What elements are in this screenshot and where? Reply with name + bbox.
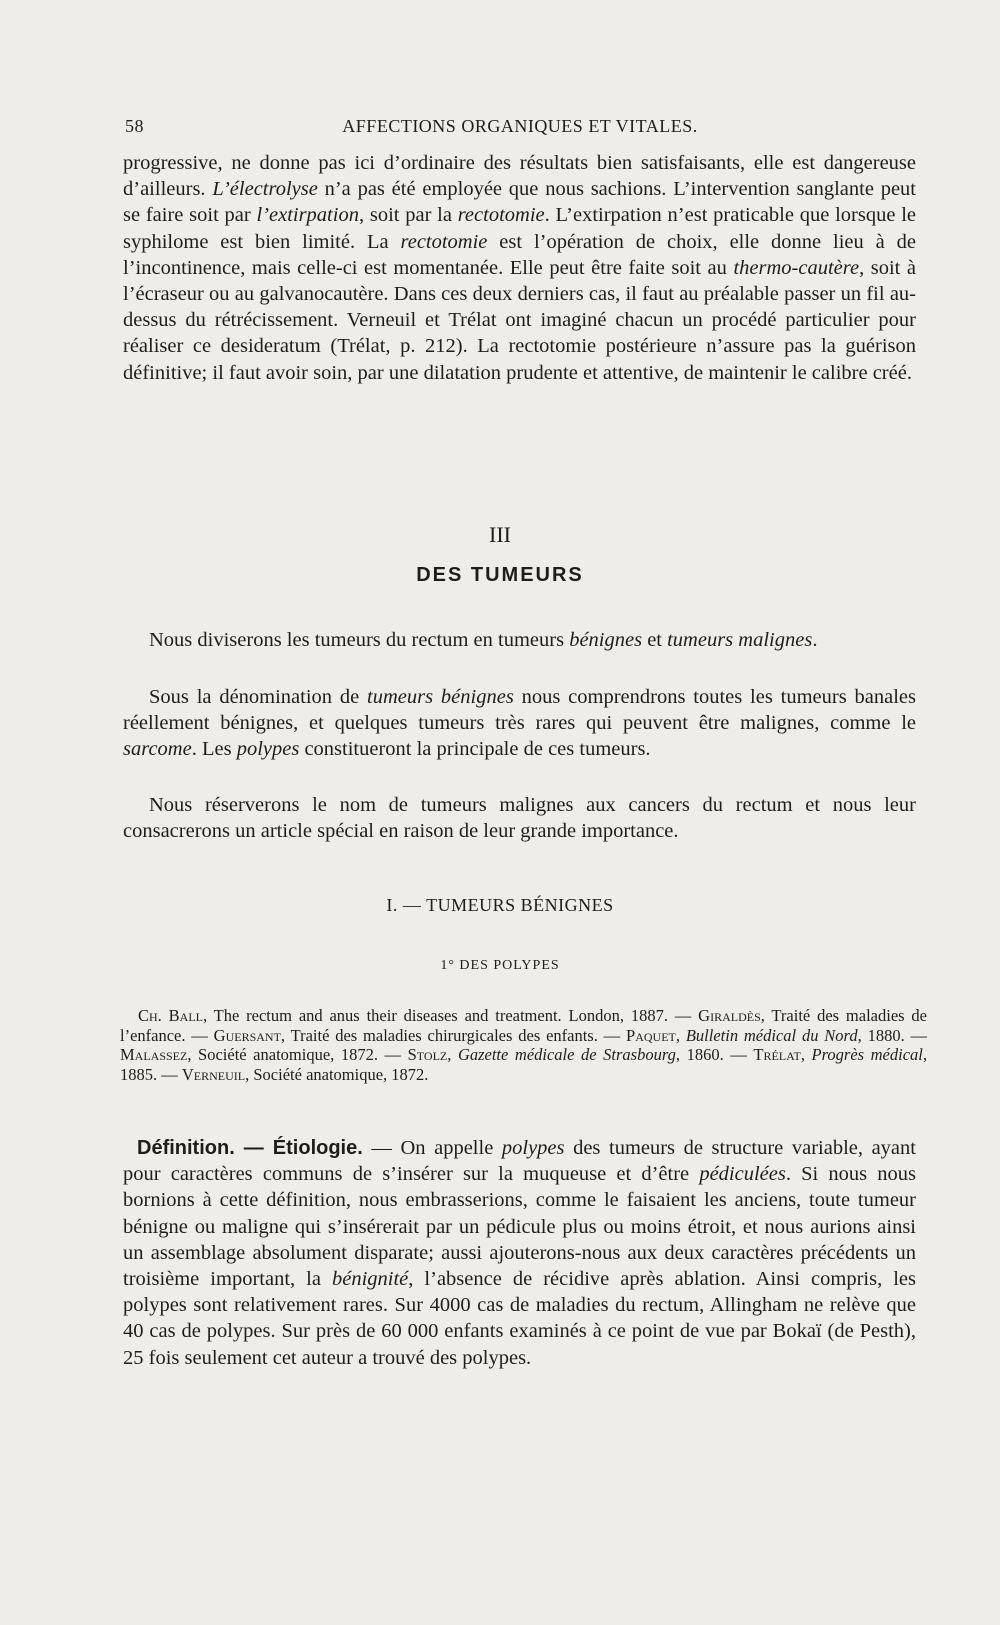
paragraph-malignant: Nous réserverons le nom de tumeurs malignes aux cancers du rectum et nous leur consacrerons un article spécial en raison de leur grande importance. xyxy=(123,794,916,843)
paragraph-benign: Sous la dénomination de tumeurs bénignes nous comprendrons toutes les tumeurs banales réellement bénignes, et quelques tumeurs très rares qui peuvent être malignes, comme le sarcome. Les polypes constitueront la principale de ces tumeurs. xyxy=(123,686,916,761)
paragraph-division: Nous diviserons les tumeurs du rectum en tumeurs bénignes et tumeurs malignes. xyxy=(149,629,818,651)
definition-paragraph: Définition. — Étiologie. — On appelle polypes des tumeurs de structure variable, ayant pour caractères communs de s’insérer sur la muqueuse et d’être pédiculées. Si nous nous bornions à cette définition, nous embrasserions, comme le faisaient les anciens, toute tumeur bénigne ou maligne qui s’insérerait par un pédicule plus ou moins étroit, et nous aurions ainsi un assemblage absolument disparate; aussi ajouterons-nous aux deux caractères précédents un troisième important, la bénignité, l’absence de récidive après ablation. Ainsi compris, les polypes sont relativement rares. Sur 4000 cas de maladies du rectum, Allingham ne relève que 40 cas de polypes. Sur près de 60 000 enfants examinés à ce point de vue par Bokaï (de Pesth), 25 fois seulement cet auteur a trouvé des polypes. xyxy=(123,1137,917,1369)
subheading-polyps: 1° DES POLYPES xyxy=(440,958,560,973)
subheading-benign-tumors: I. — TUMEURS BÉNIGNES xyxy=(386,895,614,915)
bibliography: Ch. Ball, The rectum and anus their diseases and treatment. London, 1887. — Giraldès, Traité des maladies de l’enfance. — Guersant, Traité des maladies chirurgicales des enfants. — Paquet, Bulletin médical du Nord, 1880. — Malassez, Société anatomique, 1872. — Stolz, Gazette médicale de Strasbourg, 1860. — Trélat, Progrès médical, 1885. — Verneuil, Société anatomique, 1872. xyxy=(120,1006,928,1084)
running-title: AFFECTIONS ORGANIQUES ET VITALES. xyxy=(342,116,698,136)
section-number: III xyxy=(489,522,511,547)
page-number: 58 xyxy=(125,116,144,136)
definition-heading: Définition. — Étiologie. xyxy=(137,1137,363,1159)
page-header xyxy=(125,116,915,144)
intro-paragraph: progressive, ne donne pas ici d’ordinaire des résultats bien satisfaisants, elle est dangereuse d’ailleurs. L’électrolyse n’a pas été employée que nous sachions. L’intervention sanglante peut se faire soit par l’extirpation, soit par la rectotomie. L’extirpation n’est praticable que lorsque le syphilome est bien limité. La rectotomie est l’opération de choix, elle donne lieu à de l’incontinence, mais celle-ci est momentanée. Elle peut être faite soit au thermo-cautère, soit à l’écraseur ou au galvanocautère. Dans ces deux derniers cas, il faut au préalable passer un fil au-dessus du rétrécissement. Verneuil et Trélat ont imaginé chacun un procédé particulier pour réaliser ce desideratum (Trélat, p. 212). La rectotomie postérieure n’assure pas la guérison définitive; il faut avoir soin, par une dilatation prudente et attentive, de maintenir le calibre créé. xyxy=(123,152,916,384)
section-title: DES TUMEURS xyxy=(416,564,584,586)
